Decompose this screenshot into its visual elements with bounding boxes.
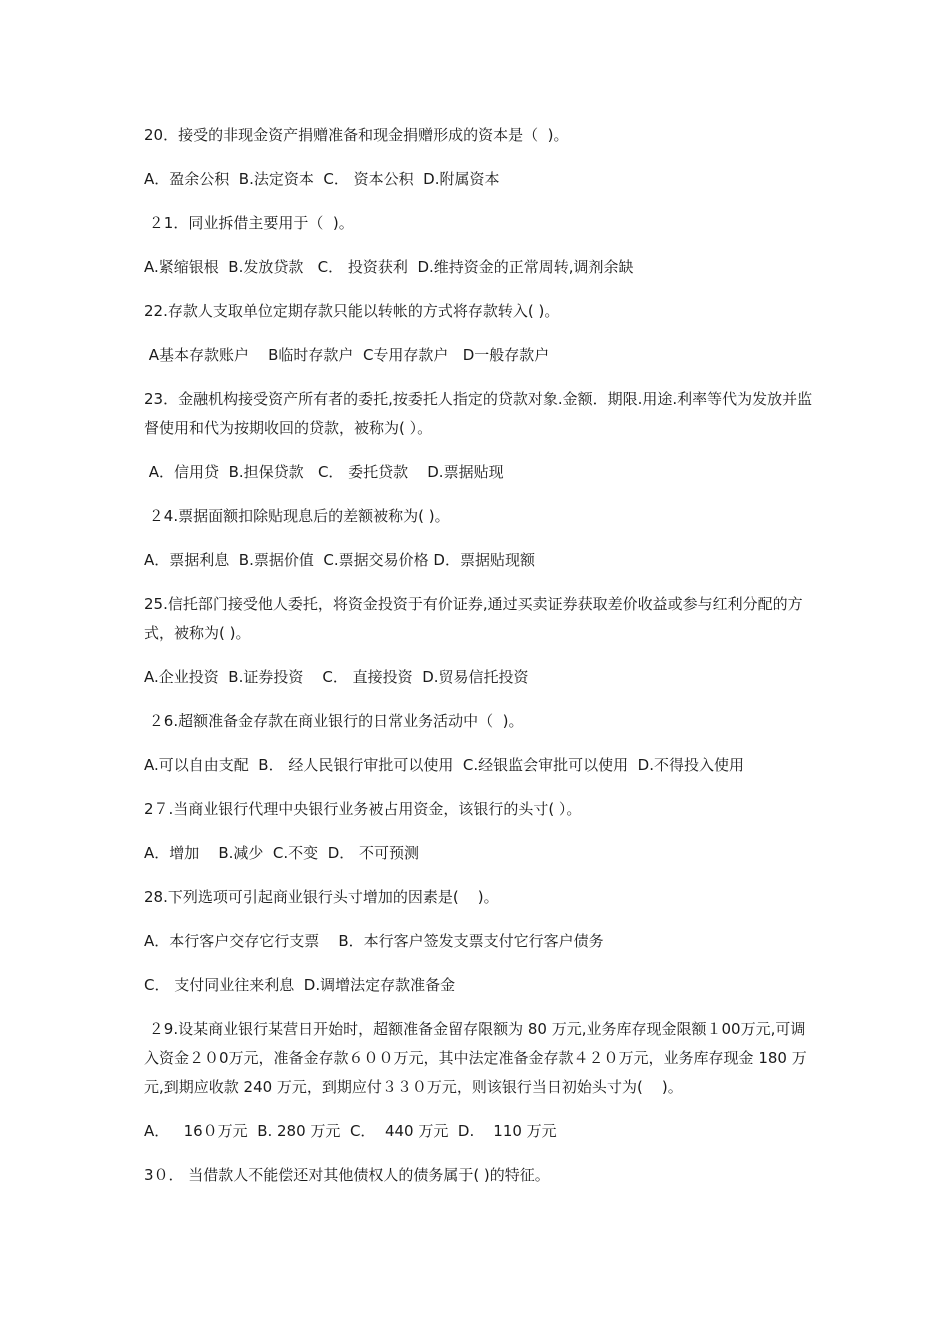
question-20: 20．接受的非现金资产捐赠准备和现金捐赠形成的资本是（ )。 bbox=[144, 126, 569, 144]
question-27-options: A．增加 B.减少 C.不变 D． 不可预测 bbox=[144, 844, 420, 862]
question-21: ２1．同业拆借主要用于（ )。 bbox=[144, 214, 354, 232]
question-28: 28.下列选项可引起商业银行头寸增加的因素是( )。 bbox=[144, 888, 499, 906]
document-body bbox=[144, 121, 814, 1205]
question-22: 22.存款人支取单位定期存款只能以转帐的方式将存款转入( )。 bbox=[144, 302, 560, 320]
question-28-options-cd: C． 支付同业往来利息 D.调增法定存款准备金 bbox=[144, 976, 456, 994]
question-29: ２9.设某商业银行某营日开始时，超额准备金留存限额为 80 万元,业务库存现金限额１00万元,可调入资金２０0万元，准备金存款６００万元，其中法定准备金存款４２０万元，业务库存现金 180 万元,到期应收款 240 万元，到期应付３３０万元，则该银行当日初始头寸为( )。 bbox=[144, 1020, 807, 1096]
question-25-options: A.企业投资 B.证券投资 C． 直接投资 D.贸易信托投资 bbox=[144, 668, 529, 686]
question-21-options: A.紧缩银根 B.发放贷款 C． 投资获利 D.维持资金的正常周转,调剂余缺 bbox=[144, 258, 634, 276]
question-26-options: A.可以自由支配 B． 经人民银行审批可以使用 C.经银监会审批可以使用 D.不得投入使用 bbox=[144, 756, 744, 774]
question-28-options-ab: A．本行客户交存它行支票 B．本行客户签发支票支付它行客户债务 bbox=[144, 932, 604, 950]
question-20-options: A．盈余公积 B.法定资本 C． 资本公积 D.附属资本 bbox=[144, 170, 500, 188]
question-27: 2７.当商业银行代理中央银行业务被占用资金，该银行的头寸( ）。 bbox=[144, 800, 582, 818]
question-23: 23．金融机构接受资产所有者的委托,按委托人指定的贷款对象.金额．期限.用途.利率等代为发放并监督使用和代为按期收回的贷款，被称为( ）。 bbox=[144, 390, 813, 437]
question-24-options: A．票据利息 B.票据价值 C.票据交易价格 D．票据贴现额 bbox=[144, 551, 535, 569]
question-29-options: A． 16０万元 B. 280 万元 C． 440 万元 D. 110 万元 bbox=[144, 1122, 557, 1140]
question-30: 3０． 当借款人不能偿还对其他债权人的债务属于( )的特征。 bbox=[144, 1166, 550, 1184]
question-25: 25.信托部门接受他人委托，将资金投资于有价证券,通过买卖证券获取差价收益或参与红利分配的方式，被称为( )。 bbox=[144, 595, 803, 642]
question-23-options: A．信用贷 B.担保贷款 C． 委托贷款 D.票据贴现 bbox=[144, 463, 504, 481]
question-24: ２4.票据面额扣除贴现息后的差额被称为( )。 bbox=[144, 507, 450, 525]
question-26: ２6.超额准备金存款在商业银行的日常业务活动中（ )。 bbox=[144, 712, 524, 730]
question-22-options: A基本存款账户 B临时存款户 C专用存款户 D一般存款户 bbox=[144, 346, 550, 364]
